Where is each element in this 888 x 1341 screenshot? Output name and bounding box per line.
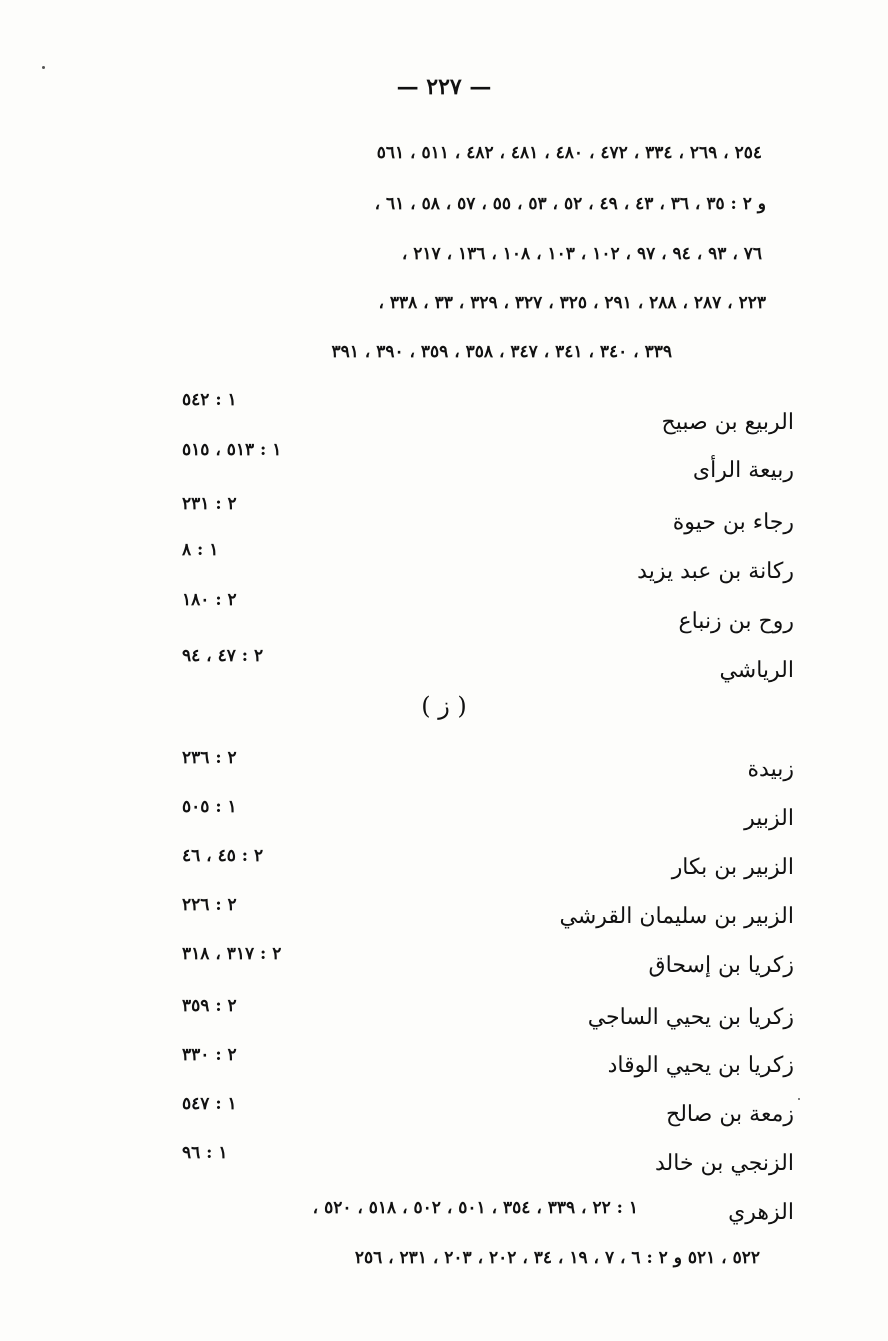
entry-refs: ٢ : ٤٥ ، ٤٦ xyxy=(182,846,264,866)
entry-refs: ١ : ٥٤٧ xyxy=(182,1094,237,1114)
page-number: — ٢٢٧ — xyxy=(396,74,492,100)
entry-name: زكريا بن يحيي الساجي xyxy=(587,1005,794,1030)
entry-refs: ٥٢٢ ، ٥٢١ و ٢ : ٦ ، ٧ ، ١٩ ، ٣٤ ، ٢٠٢ ، ٢٠٣ ، ٢٣١ ، ٢٥٦ xyxy=(354,1248,760,1268)
entry-name: ربيعة الرأى xyxy=(692,458,794,483)
entry-name: الرياشي xyxy=(719,658,794,683)
entry-name: الزبير بن بكار xyxy=(671,855,794,880)
entry-refs: ٢ : ٢٣٦ xyxy=(182,748,237,768)
entry-name: الزهري xyxy=(728,1200,794,1225)
entry-name: الربيع بن صبيح xyxy=(661,410,794,435)
entry-refs: ١ : ٥٠٥ xyxy=(182,797,237,817)
paper-speck xyxy=(798,1098,800,1100)
continuation-line: ٧٦ ، ٩٣ ، ٩٤ ، ٩٧ ، ١٠٢ ، ١٠٣ ، ١٠٨ ، ١٣٦ ، ٢١٧ ، xyxy=(401,244,762,264)
entry-refs: ٢ : ٣٥٩ xyxy=(182,996,237,1016)
entry-name: ركانة بن عبد يزيد xyxy=(637,559,794,584)
entry-refs: ٢ : ٢٢٦ xyxy=(182,895,237,915)
entry-refs: ١ : ٩٦ xyxy=(182,1143,228,1163)
paper-speck xyxy=(42,66,45,69)
continuation-line: ٢٥٤ ، ٢٦٩ ، ٣٣٤ ، ٤٧٢ ، ٤٨٠ ، ٤٨١ ، ٤٨٢ ، ٥١١ ، ٥٦١ xyxy=(376,143,762,163)
continuation-line: ٢٢٣ ، ٢٨٧ ، ٢٨٨ ، ٢٩١ ، ٣٢٥ ، ٣٢٧ ، ٣٢٩ ، ٣٣ ، ٣٣٨ ، xyxy=(378,293,766,313)
entry-name: الزبير xyxy=(744,806,794,831)
entry-name: الزنجي بن خالد xyxy=(654,1151,794,1176)
entry-refs: ١ : ٢٢ ، ٣٣٩ ، ٣٥٤ ، ٥٠١ ، ٥٠٢ ، ٥١٨ ، ٥٢٠ ، xyxy=(312,1198,638,1218)
entry-name: زمعة بن صالح xyxy=(666,1102,794,1127)
entry-refs: ٢ : ١٨٠ xyxy=(182,590,237,610)
continuation-line: ٣٣٩ ، ٣٤٠ ، ٣٤١ ، ٣٤٧ ، ٣٥٨ ، ٣٥٩ ، ٣٩٠ ، ٣٩١ xyxy=(331,342,672,362)
entry-refs: ١ : ٥١٣ ، ٥١٥ xyxy=(182,440,282,460)
entry-name: الزبير بن سليمان القرشي xyxy=(559,904,794,929)
entry-name: زبيدة xyxy=(747,757,794,782)
entry-refs: ١ : ٥٤٢ xyxy=(182,390,237,410)
entry-name: رجاء بن حيوة xyxy=(672,510,794,535)
continuation-line: و ٢ : ٣٥ ، ٣٦ ، ٤٣ ، ٤٩ ، ٥٢ ، ٥٣ ، ٥٥ ، ٥٧ ، ٥٨ ، ٦١ ، xyxy=(374,194,766,214)
entry-name: زكريا بن يحيي الوقاد xyxy=(607,1053,794,1078)
entry-refs: ٢ : ٣١٧ ، ٣١٨ xyxy=(182,944,282,964)
entry-refs: ٢ : ٣٣٠ xyxy=(182,1045,237,1065)
entry-name: زكريا بن إسحاق xyxy=(648,953,794,978)
entry-refs: ١ : ٨ xyxy=(182,540,219,560)
entry-name: روح بن زنباع xyxy=(678,609,794,634)
entry-refs: ٢ : ٢٣١ xyxy=(182,494,237,514)
section-heading: ( ز ) xyxy=(421,692,467,720)
entry-refs: ٢ : ٤٧ ، ٩٤ xyxy=(182,646,264,666)
